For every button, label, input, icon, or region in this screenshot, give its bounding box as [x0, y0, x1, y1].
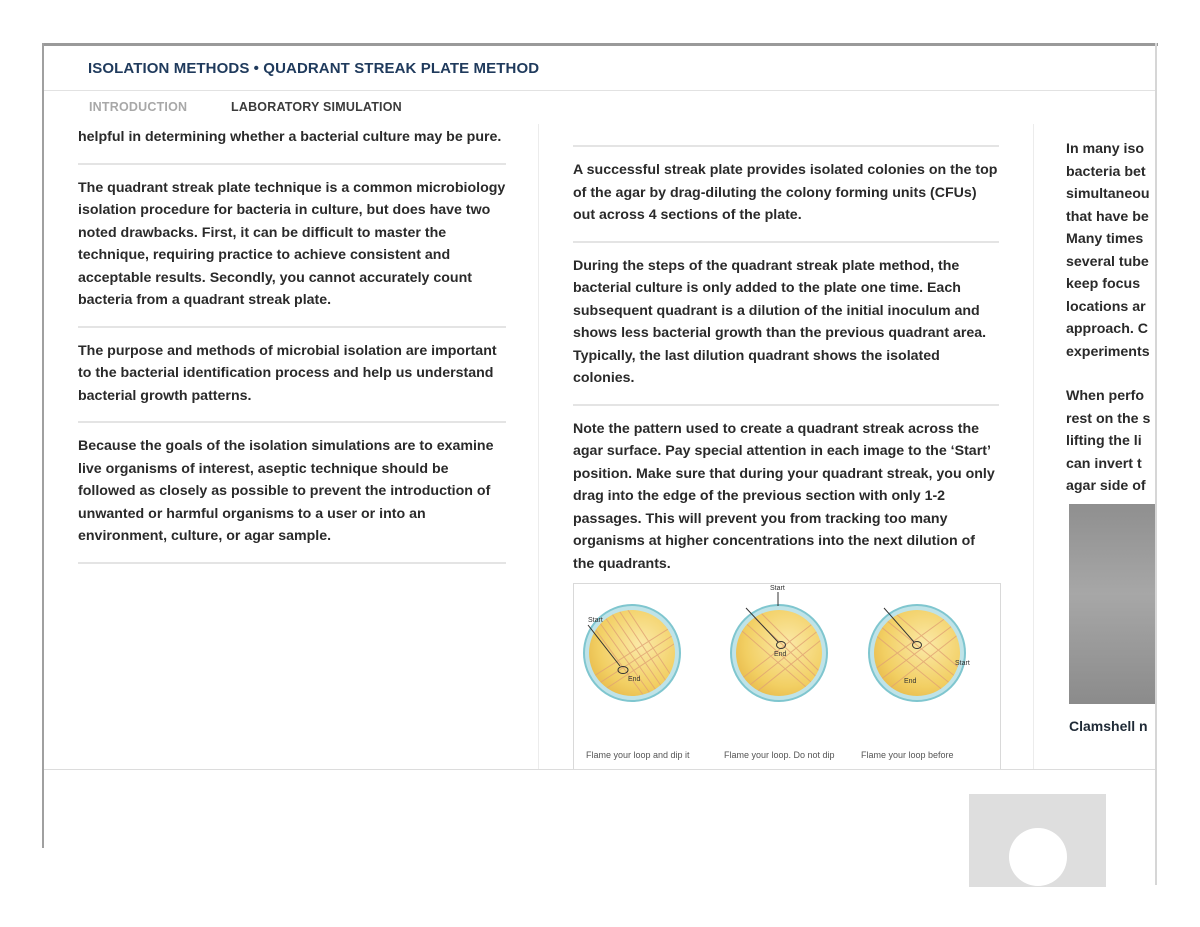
- figure-caption: Flame your loop before: [861, 750, 954, 760]
- text-line: When perfo: [1066, 388, 1145, 404]
- paragraph: The quadrant streak plate technique is a common microbiology isolation procedure for bacteria in culture, but does have two noted drawbacks. First, it can be difficult to master the technique, requiring practice to achieve consistent and acceptable results. Secondly, you cannot accurately count bacteria from a quadrant streak plate.: [78, 165, 506, 328]
- end-label-2: End: [774, 651, 787, 658]
- tab-laboratory-simulation[interactable]: LABORATORY SIMULATION: [231, 100, 402, 114]
- avatar-circle: [1009, 828, 1067, 886]
- header-divider: [44, 90, 1155, 91]
- column-separator: [1033, 124, 1034, 769]
- start-label-2: Start: [770, 585, 785, 592]
- paragraph: During the steps of the quadrant streak plate method, the bacterial culture is only added to the plate one time. Each subsequent quadrant is a dilution of the initial inoculum and shows less bacterial growth than the previous quadrant area. Typically, the last dilution quadrant shows the isolated colonies.: [573, 243, 999, 406]
- avatar-placeholder: [969, 794, 1106, 887]
- clamshell-photo: [1069, 504, 1155, 704]
- text-line: bacteria bet: [1066, 163, 1146, 180]
- end-label-3: End: [904, 678, 917, 685]
- streak-plate-diagram: [574, 584, 1000, 769]
- text-line: experiments: [1066, 343, 1150, 360]
- start-label-3: Start: [955, 660, 970, 667]
- text-line: agar side of: [1066, 478, 1146, 494]
- text-line: several tube: [1066, 253, 1149, 270]
- content-viewport[interactable]: [44, 124, 1155, 769]
- paragraph-1: [1066, 138, 1155, 369]
- paragraph-2: [1066, 385, 1155, 504]
- paragraph: Note the pattern used to create a quadrant streak across the agar surface. Pay special attention in each image to the ‘Start’ position. Make sure that during your quadrant streak, you only drag into the edge of the previous section with only 1-2 passages. This will prevent you from tracking too many organisms at higher concentrations into the next dilution of the quadrants.: [573, 420, 995, 572]
- text-line: Many times: [1066, 231, 1144, 247]
- end-label-1: End: [628, 676, 641, 683]
- text-column-1: [78, 124, 506, 564]
- start-label-1: Start: [588, 617, 603, 624]
- window-right-border: [1155, 43, 1157, 885]
- bottom-divider: [44, 769, 1155, 770]
- text-line: keep focus: [1066, 276, 1141, 292]
- paragraph: The purpose and methods of microbial isolation are important to the bacterial identification process and help us understand bacterial growth patterns.: [78, 328, 506, 424]
- paragraph: Because the goals of the isolation simulations are to examine live organisms of interest, aseptic technique should be followed as closely as possible to prevent the introduction of unwanted or harmful organisms to a user or into an environment, culture, or agar sample.: [78, 423, 506, 564]
- figure-caption: Flame your loop. Do not dip: [724, 750, 835, 760]
- streak-plate-figure: [573, 583, 1001, 769]
- text-line: lifting the li: [1066, 433, 1142, 449]
- paragraph: helpful in determining whether a bacterial culture may be pure.: [78, 124, 506, 165]
- figure-caption: Flame your loop and dip it: [586, 750, 690, 760]
- tab-introduction[interactable]: INTRODUCTION: [89, 100, 188, 114]
- text-line: simultaneou: [1066, 186, 1150, 202]
- text-line: that have be: [1066, 208, 1149, 225]
- text-column-2: [573, 145, 999, 589]
- window-top-border: [42, 43, 1158, 46]
- clamshell-caption: Clamshell n: [1069, 718, 1148, 734]
- text-line: In many iso: [1066, 141, 1145, 157]
- page-title: ISOLATION METHODS • QUADRANT STREAK PLATE METHOD: [88, 60, 540, 77]
- text-line: rest on the s: [1066, 410, 1151, 427]
- paragraph: A successful streak plate provides isolated colonies on the top of the agar by drag-diluting the colony forming units (CFUs) out across 4 sections of the plate.: [573, 147, 999, 243]
- text-line: approach. C: [1066, 321, 1148, 337]
- text-line: locations ar: [1066, 298, 1146, 315]
- column-separator: [538, 124, 539, 769]
- text-line: can invert t: [1066, 455, 1142, 472]
- text-column-3: [1066, 138, 1155, 504]
- petri-dish-3: [869, 605, 965, 701]
